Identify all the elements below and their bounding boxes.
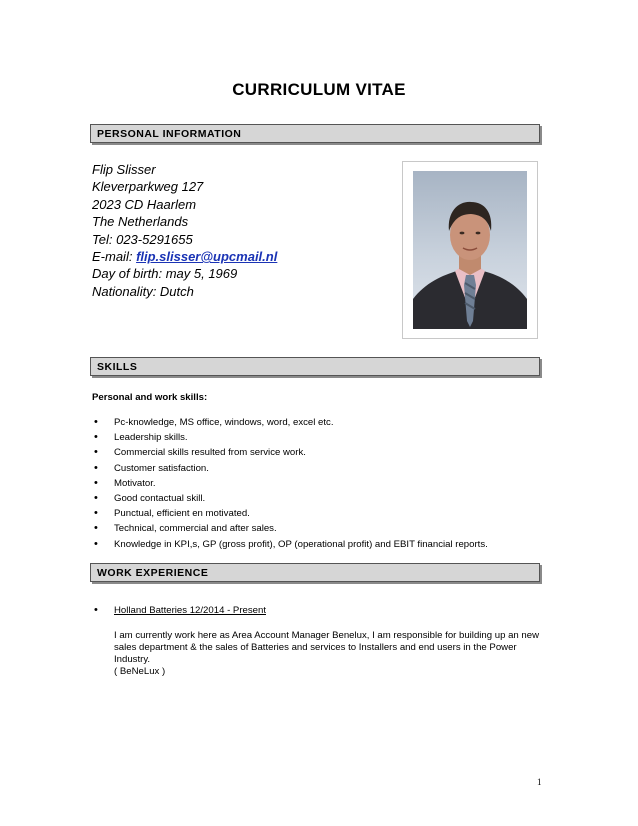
- phone: Tel: 023-5291655: [92, 231, 193, 247]
- email-label: E-mail:: [92, 249, 137, 265]
- skill-item: • Leadership skills.: [92, 430, 488, 445]
- skills-subheading: Personal and work skills:: [92, 392, 208, 403]
- skill-item: • Motivator.: [92, 476, 488, 491]
- job-region: ( BeNeLux ): [114, 666, 166, 677]
- email-link[interactable]: flip.slisser@upcmail.nl: [136, 249, 278, 265]
- bullet-icon: •: [94, 604, 98, 616]
- portrait-illustration: [413, 171, 527, 329]
- section-personal-information: [90, 124, 540, 143]
- nationality: Nationality: Dutch: [92, 283, 194, 299]
- country: The Netherlands: [92, 214, 189, 230]
- job-description: I am currently work here as Area Account Manager Benelux, I am responsible for building up an new sales department & the sales of Batteries and services to Installers and end users in the Power Industry.: [114, 630, 540, 665]
- section-heading: PERSONAL INFORMATION: [97, 128, 242, 140]
- skill-item: • Pc-knowledge, MS office, windows, word, excel etc.: [92, 415, 488, 430]
- email-line: [92, 248, 277, 265]
- skills-list: [92, 415, 488, 552]
- skill-item: • Knowledge in KPI,s, GP (gross profit), OP (operational profit) and EBIT financial reports.: [92, 537, 488, 552]
- section-heading: WORK EXPERIENCE: [97, 567, 209, 579]
- person-name: Flip Slisser: [92, 162, 156, 177]
- city: 2023 CD Haarlem: [92, 196, 197, 212]
- skill-item: • Customer satisfaction.: [92, 461, 488, 476]
- section-work-experience: [90, 563, 540, 582]
- skill-item: • Technical, commercial and after sales.: [92, 521, 488, 536]
- profile-photo: [413, 171, 527, 329]
- skill-item: • Commercial skills resulted from service work.: [92, 445, 488, 460]
- page-number: 1: [537, 777, 542, 787]
- street-address: Kleverparkweg 127: [92, 179, 204, 195]
- section-heading: SKILLS: [97, 361, 138, 373]
- document-title: CURRICULUM VITAE: [232, 80, 406, 99]
- job-title: Holland Batteries 12/2014 - Present: [114, 605, 266, 616]
- profile-photo-frame: [402, 161, 538, 339]
- skill-item: • Punctual, efficient en motivated.: [92, 506, 488, 521]
- date-of-birth: Day of birth: may 5, 1969: [92, 266, 238, 282]
- personal-details: [92, 161, 277, 300]
- skill-item: • Good contactual skill.: [92, 491, 488, 506]
- section-skills: [90, 357, 540, 376]
